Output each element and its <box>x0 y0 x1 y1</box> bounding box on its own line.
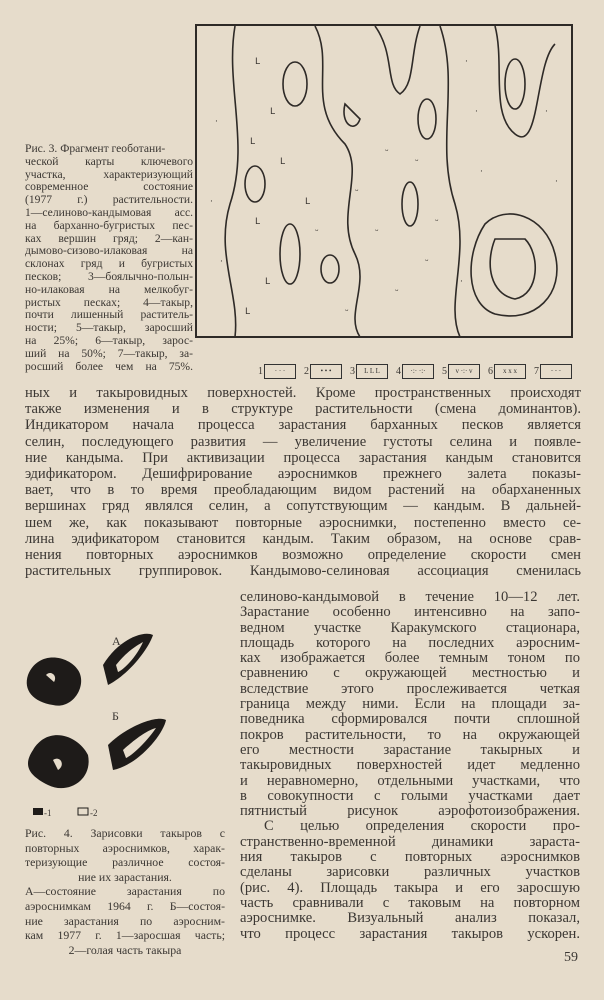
legend-1-label: -1 <box>44 808 52 818</box>
text-line: ший на 50%; 7—такыр, за- <box>25 346 193 360</box>
text-line: песков; 3—боялычно-полын- <box>25 269 193 283</box>
svg-text:L: L <box>265 277 271 287</box>
text-line: ние их зарастания. <box>78 869 172 884</box>
svg-text:·: · <box>545 107 548 117</box>
svg-text:L: L <box>270 107 276 117</box>
text-line: вает, что в то время преобладающим видом растений на обарханенных <box>25 482 581 499</box>
svg-text:·: · <box>460 277 463 287</box>
svg-text:L: L <box>305 197 311 207</box>
figure-3-legend <box>258 364 588 379</box>
figure-4-takyr-sketches <box>18 620 228 820</box>
text-line: почти лишенный раститель- <box>25 308 193 322</box>
text-line: А—состояние зарастания по <box>25 884 225 899</box>
legend-item <box>396 364 434 379</box>
svg-text:·: · <box>480 167 483 177</box>
legend-item <box>534 364 572 379</box>
text-line: покров растительности, то на окружающей <box>240 726 580 743</box>
text-line: пятнистый рисунок аэрофотоизображения. <box>240 803 580 820</box>
text-line: странственно-временной динамики зараста- <box>240 833 580 850</box>
legend-item <box>304 364 342 379</box>
svg-text:·: · <box>465 57 468 67</box>
svg-text:ᵕ: ᵕ <box>345 307 349 317</box>
svg-text:L: L <box>255 217 261 227</box>
text-line: сравнению с окружающей местностью и <box>240 665 580 682</box>
text-line: склонах гряд и бугристых <box>25 257 193 271</box>
text-line: селиново-кандымовой в течение 10—12 лет. <box>240 589 580 605</box>
text-line: дымово-сизово-илаковая на <box>25 244 193 258</box>
svg-text:ᵕ: ᵕ <box>425 257 429 267</box>
text-line: ристых песках; 4—такыр, <box>25 295 193 309</box>
text-line: такыровидных поверхностей идет медленно <box>240 757 580 774</box>
text-line: теризующие различное состоя- <box>25 855 225 870</box>
legend-pattern-swatch: · · · <box>264 364 296 379</box>
text-line: кам 1977 г. 1—заросшая часть; <box>25 928 225 943</box>
text-line: граница между ними. Если на площади за- <box>240 696 580 713</box>
svg-text:ᵕ: ᵕ <box>435 217 439 227</box>
legend-bare-swatch <box>78 808 88 815</box>
legend-number: 5 <box>442 366 447 377</box>
text-line: вследствие этого прослеживается четкая <box>240 680 580 697</box>
legend-pattern-swatch: v ·:· v <box>448 364 480 379</box>
text-line: сделаны зарисовки различных участков <box>240 864 580 881</box>
legend-item <box>350 364 388 379</box>
text-line: поведника сформировался почти сплошной <box>240 711 580 728</box>
text-line: ведном участке Каракумского стационара, <box>240 619 580 636</box>
text-line: ния такыров с повторных аэроснимков <box>240 849 580 866</box>
label-a: А <box>112 634 121 648</box>
text-line: что процесс зарастания такыров ускорен. <box>240 925 580 942</box>
text-line: ние кандыма. При активизации процесса зарастания кандым становится <box>25 449 581 466</box>
svg-text:ᵕ: ᵕ <box>415 157 419 167</box>
svg-text:ᵕ: ᵕ <box>375 227 379 237</box>
text-line: ках изображается более темным тоном по <box>240 650 580 667</box>
legend-number: 3 <box>350 366 355 377</box>
svg-text:ᵕ: ᵕ <box>385 147 389 157</box>
legend-pattern-swatch: L L L <box>356 364 388 379</box>
svg-text:·: · <box>220 257 223 267</box>
text-line: и неравномерно, отдельными участками, что <box>240 772 580 789</box>
text-line: современное состояние <box>25 180 193 194</box>
svg-text:ᵕ: ᵕ <box>315 227 319 237</box>
legend-pattern-swatch: • • • <box>310 364 342 379</box>
text-line: (1977 г.) растительности. <box>25 193 193 207</box>
text-line: эдификатором. Дешифрирование аэроснимков прежнего залета показы- <box>25 466 581 483</box>
text-line: 2—голая часть такыра <box>68 942 182 957</box>
body-text-full-width <box>25 385 581 579</box>
text-line: аэроснимке. Визуальный анализ показал, <box>240 910 580 927</box>
legend-pattern-swatch: x x x <box>494 364 526 379</box>
text-line: Зарастание особенно интенсивно на запо- <box>240 604 580 621</box>
legend-number: 6 <box>488 366 493 377</box>
figure-4-caption <box>25 826 225 957</box>
legend-item <box>442 364 480 379</box>
legend-number: 1 <box>258 366 263 377</box>
svg-text:·: · <box>210 197 213 207</box>
svg-text:L: L <box>250 137 256 147</box>
text-line: ках вершин гряд; 2—кан- <box>25 231 193 245</box>
text-line: (рис. 4). Площадь такыра и его заросшую <box>240 879 580 896</box>
text-line: ние зарастания по аэросним- <box>25 913 225 928</box>
text-line: С целью определения скорости про- <box>264 818 580 835</box>
text-line: в совокупности с голыми участками дает <box>240 787 580 804</box>
svg-text:L: L <box>280 157 286 167</box>
legend-item <box>258 364 296 379</box>
legend-2-label: -2 <box>90 808 98 818</box>
svg-text:ᵕ: ᵕ <box>395 287 399 297</box>
text-line: нения повторных аэроснимков возможно определение скорости смен <box>25 547 581 564</box>
text-line: повторных аэроснимков, харак- <box>25 840 225 855</box>
text-line: Рис. 3. Фрагмент геоботани- <box>25 142 166 155</box>
text-line: селин, последующего развития — увеличение густоты селина и появле- <box>25 433 581 450</box>
text-line: также изменения и в структуре растительности (смена доминантов). <box>25 401 581 418</box>
svg-text:·: · <box>475 107 478 117</box>
page-number: 59 <box>564 950 578 965</box>
legend-number: 7 <box>534 366 539 377</box>
text-line: но-илаковая на мелкобуг- <box>25 282 193 296</box>
text-line: лина эдификатором становится кандым. Таким образом, на основе срав- <box>25 530 581 547</box>
text-line: ческой карты ключевого <box>25 154 193 168</box>
svg-text:·: · <box>555 177 558 187</box>
svg-text:L: L <box>245 307 251 317</box>
legend-overgrown-swatch <box>33 808 43 815</box>
text-line: на 25%; 6—такыр, зарос- <box>25 333 193 347</box>
text-line: Рис. 4. Зарисовки такыров с <box>25 826 225 840</box>
text-line: росший более чем на 75%. <box>25 359 193 373</box>
text-line: вершинах гряд являлся селин, а сопутствующим — кандым. В дальней- <box>25 498 581 515</box>
text-line: часть сравнивали с таковым на повторном <box>240 894 580 911</box>
svg-text:L: L <box>255 57 261 67</box>
figure-3-caption <box>25 143 193 373</box>
text-line: ности; 5—такыр, заросший <box>25 321 193 335</box>
geobotanical-map-figure-3 <box>195 24 575 340</box>
text-line: шем же, как показывают повторные аэроснимки, постепенно вместо се- <box>25 514 581 531</box>
legend-pattern-swatch: ·:· ·:· <box>402 364 434 379</box>
legend-item <box>488 364 526 379</box>
svg-text:ᵕ: ᵕ <box>355 187 359 197</box>
text-line: его местности зарастание такырных и <box>240 741 580 758</box>
text-line: Индикатором начала процесса зарастания барханных песков является <box>25 417 581 434</box>
text-line: на барханно-бугристых пес- <box>25 218 193 232</box>
legend-number: 2 <box>304 366 309 377</box>
text-line: аэроснимкам 1964 г. Б—состоя- <box>25 898 225 913</box>
text-line: участка, характеризующий <box>25 167 193 181</box>
text-line: 1—селиново-кандымовая асс. <box>25 205 193 219</box>
svg-text:·: · <box>215 117 218 127</box>
label-b: Б <box>112 709 119 723</box>
text-line: ных и такыровидных поверхностей. Кроме пространственных происходят <box>25 385 581 401</box>
legend-number: 4 <box>396 366 401 377</box>
text-line: площадь которого на последних аэросним- <box>240 634 580 651</box>
legend-pattern-swatch: ᵕ ᵕ ᵕ <box>540 364 572 379</box>
body-text-right-column <box>240 590 580 942</box>
text-line: растительных группировок. Кандымово-селиновая ассоциация сменилась <box>25 563 581 580</box>
